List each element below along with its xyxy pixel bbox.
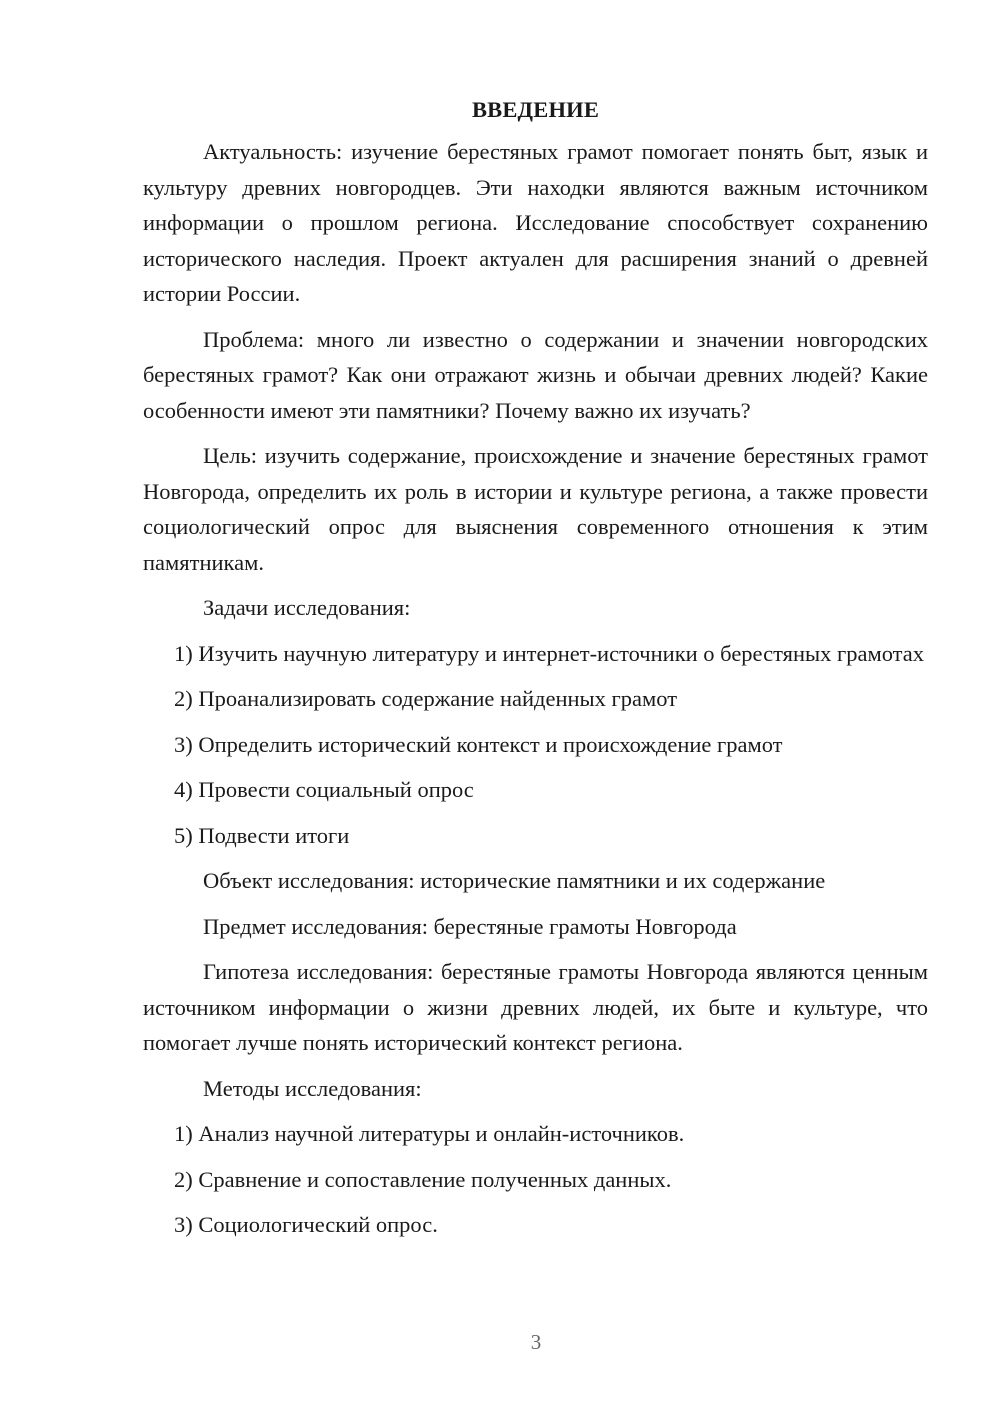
object-paragraph: Объект исследования: исторические памятники и их содержание [203,868,826,893]
tasks-list [143,636,928,854]
problem-paragraph: Проблема: много ли известно о содержании и значении новгородских берестяных грамот? Как они отражают жизнь и обычаи древних людей? Какие особенности имеют эти памятники? Почему важно их изучать? [143,326,928,423]
subject-paragraph: Предмет исследования: берестяные грамоты Новгорода [203,913,737,939]
task-item: 5) Подвести итоги [174,822,350,848]
section-title: ВВЕДЕНИЕ [471,97,600,122]
hypothesis-paragraph: Гипотеза исследования: берестяные грамоты Новгорода являются ценным источником информации о жизни древних людей, их быте и культуре, что помогает лучше понять исторический контекст региона. [143,959,928,1055]
task-item: 3) Определить исторический контекст и происхождение грамот [174,731,783,757]
page-number: 3 [530,1330,542,1354]
method-item: 3) Социологический опрос. [174,1212,438,1237]
methods-heading: Методы исследования: [203,1075,422,1101]
method-item: 2) Сравнение и сопоставление полученных данных. [174,1166,672,1192]
document-page [143,90,928,1243]
task-item: 1) Изучить научную литературу и интернет-источники о берестяных грамотах [174,640,925,666]
tasks-heading: Задачи исследования: [203,595,411,620]
method-item: 1) Анализ научной литературы и онлайн-источников. [174,1121,685,1146]
goal-paragraph: Цель: изучить содержание, происхождение и значение берестяных грамот Новгорода, определить их роль в истории и культуре региона, а также провести социологический опрос для выяснения современного отношения к этим памятникам. [143,443,928,575]
methods-list [143,1116,928,1243]
task-item: 4) Провести социальный опрос [174,777,474,802]
relevance-paragraph: Актуальность: изучение берестяных грамот помогает понять быт, язык и культуру древних новгородцев. Эти находки являются важным источником информации о прошлом региона. Исследование способствует сохранению исторического наследия. Проект актуален для расширения знаний о древней истории России. [143,139,928,306]
task-item: 2) Проанализировать содержание найденных грамот [174,686,678,711]
